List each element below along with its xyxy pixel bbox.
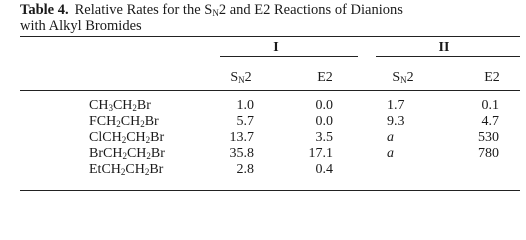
cell-ii-e2: 780 xyxy=(478,146,499,161)
cell-i-e2: 0.0 xyxy=(315,114,333,129)
bottom-rule xyxy=(20,190,520,191)
group-header-i: I xyxy=(273,40,279,55)
cell-i-e2: 0.4 xyxy=(315,162,333,177)
cell-i-e2: 3.5 xyxy=(315,130,333,145)
caption-line2: with Alkyl Bromides xyxy=(20,18,142,34)
group-header-ii: II xyxy=(438,40,450,55)
cell-ii-e2: 4.7 xyxy=(481,114,499,129)
cell-ii-sn2: 1.7 xyxy=(387,98,405,113)
cell-ii-sn2: a xyxy=(387,130,394,145)
cell-i-sn2: 13.7 xyxy=(229,130,254,145)
cell-ii-sn2: a xyxy=(387,146,394,161)
cell-i-sn2: 5.7 xyxy=(236,114,254,129)
cell-i-e2: 0.0 xyxy=(315,98,333,113)
col-header-i-sn2: $S_N2$ xyxy=(230,70,252,85)
cell-i-sn2: 1.0 xyxy=(236,98,254,113)
table-caption xyxy=(20,2,520,34)
caption-line1-rest: 2 and E2 Reactions of Dianions xyxy=(218,2,403,18)
compound-name: $CH_3CH_2Br$ xyxy=(89,98,151,113)
caption-line1-subscript: N xyxy=(212,8,219,18)
caption-line1: Relative Rates for the S xyxy=(74,2,213,18)
group-rule-i xyxy=(220,56,358,57)
cell-i-sn2: 35.8 xyxy=(229,146,254,161)
compound-name: $BrCH_2CH_2Br$ xyxy=(89,146,165,161)
cell-i-e2: 17.1 xyxy=(308,146,333,161)
top-rule xyxy=(20,36,520,37)
col-header-i-e2: E2 xyxy=(317,70,333,85)
compound-name: $EtCH_2CH_2Br$ xyxy=(89,162,164,177)
group-rule-ii xyxy=(376,56,520,57)
col-header-ii-sn2: $S_N2$ xyxy=(392,70,414,85)
header-rule xyxy=(20,90,520,91)
col-header-ii-e2: E2 xyxy=(484,70,500,85)
cell-ii-e2: 530 xyxy=(478,130,499,145)
cell-ii-e2: 0.1 xyxy=(481,98,499,113)
compound-name: $FCH_2CH_2Br$ xyxy=(89,114,159,129)
compound-name: $ClCH_2CH_2Br$ xyxy=(89,130,165,145)
cell-i-sn2: 2.8 xyxy=(236,162,254,177)
cell-ii-sn2: 9.3 xyxy=(387,114,405,129)
table-number: Table 4. xyxy=(20,2,69,18)
